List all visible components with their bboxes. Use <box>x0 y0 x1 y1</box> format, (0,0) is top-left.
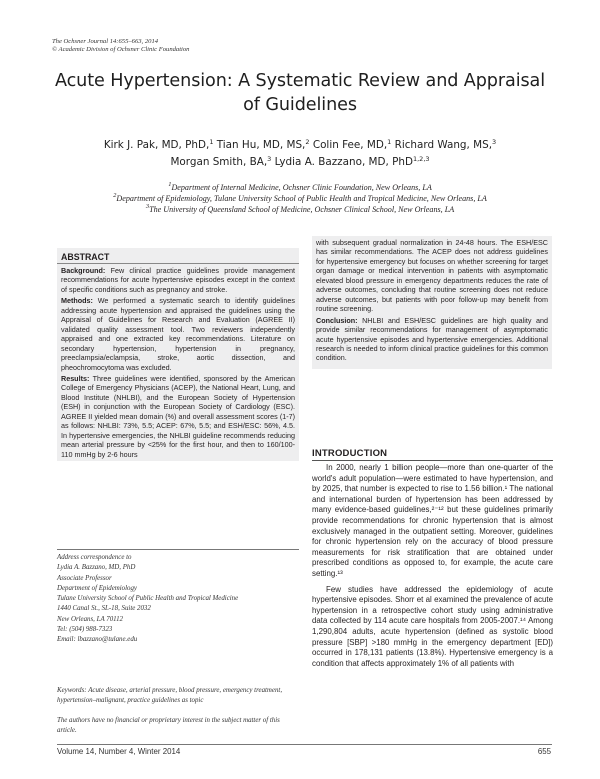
author-line-1 <box>40 137 560 154</box>
page-number: 655 <box>537 747 551 756</box>
author-name: Richard Wang, MS, <box>391 139 493 151</box>
abstract-text: Three guidelines were identified, sponsored by the American College of Emergency Physicians (ACEP), the National Heart, Lung, and Blood Institute (NHLBI), and the European Society of Hypertension (ESH) in conjunction with the European Society of Cardiology (ESC). AGREE II yielded mean domain (%) and overall assessment scores (1-7) as follows: NHLBI: 73%, 5.5; ACEP: 67%, 5.5; and ESH/ESC: 56%, 4.5. In hypertensive emergencies, the NHLBI guideline recommends reducing mean arterial pressure by <25% for the first hour, and then to 160/100-110 mmHg by 2-6 hours <box>61 373 295 459</box>
author-name: Tian Hu, MD, MS, <box>213 139 306 151</box>
affiliation-text: Department of Epidemiology, Tulane University School of Public Health and Tropical Medicine, New Orleans, LA <box>116 194 487 204</box>
correspondence-line: Address correspondence to <box>57 554 132 561</box>
journal-header <box>52 38 189 55</box>
affiliation-sup: 3 <box>145 203 150 211</box>
abstract-label: Results: <box>61 373 90 383</box>
abstract-results-continued: with subsequent gradual normalization in 24-48 hours. The ESH/ESC has similar recommendations. The ACEP does not address guidelines for hypertensive emergency but focuses on whether screening for target organ damage or medical intervention in patients with asymptomatic elevated blood pressure in emergency departments reduces the rate of adverse outcomes, concluding that routine screening does not reduce adverse outcomes, but patients with poor follow-up may benefit from routine screening. <box>316 238 548 314</box>
journal-citation: The Ochsner Journal 14:655–663, 2014 <box>52 38 159 45</box>
introduction-paragraph-2: Few studies have addressed the epidemiology of acute hypertensive episodes. Shorr et al examined the prevalence of acute hypertension in a retrospective cohort study using administrative data collected by 114 acute care hospitals from 2005-2007.¹⁴ Among 1,290,804 adults, acute hypertension (defined as systolic blood pressure [SBP] >180 mmHg in the emergency department [ED]) occurred in 178,131 patients (13.8%). Hypertensive emergency is a condition that affects approximately 1% of all patients with <box>312 584 553 668</box>
abstract-label: Methods: <box>61 296 93 306</box>
introduction-heading: INTRODUCTION <box>312 448 388 459</box>
correspondence-line: Tel: (504) 988-7323 <box>57 625 113 633</box>
footer-divider <box>57 744 552 745</box>
affiliation-2 <box>40 193 560 204</box>
footer-volume: Volume 14, Number 4, Winter 2014 <box>57 747 181 756</box>
article-title <box>40 69 560 117</box>
abstract-background <box>61 266 295 294</box>
correspondence-block <box>57 549 299 645</box>
author-affil-sup: 3 <box>492 138 497 146</box>
author-affil-sup: 1 <box>387 138 392 146</box>
keywords: Keywords: Acute disease, arterial pressure, blood pressure, emergency treatment, hypertension–malignant, practice guidelines as topic <box>57 687 283 705</box>
correspondence-line: 1440 Canal St., SL-18, Suite 2032 <box>57 605 151 613</box>
abstract-text: We performed a systematic search to identify guidelines addressing acute hypertension and appraised the guidelines using the Appraisal of Guidelines for Research and Evaluation (AGREE II) validated quality assessment tool. Two reviewers independently appraised and one extracted key recommendations. Literature on secondary hypertension, hypertension in pregnancy, preeclampsia/eclampsia, stroke, aortic dissection, and pheochromocytoma was excluded. <box>61 296 295 372</box>
journal-copyright: © Academic Division of Ochsner Clinic Foundation <box>52 46 190 54</box>
disclosure-statement: The authors have no financial or proprietary interest in the subject matter of this article. <box>57 717 280 735</box>
affiliation-text: The University of Queensland School of Medicine, Ochsner Clinical School, New Orleans, LA <box>149 205 455 215</box>
abstract-text: NHLBI and ESH/ESC guidelines are high quality and provide similar recommendations for management of asymptomatic acute hypertensive episodes and hypertensive emergencies. Additional research is needed to inform clinical practice guidelines for this common condition. <box>316 315 548 363</box>
section-divider <box>312 460 553 461</box>
introduction-body <box>312 463 553 669</box>
abstract-label: Conclusion: <box>316 315 358 325</box>
title-line-1: Acute Hypertension: A Systematic Review and Appraisal <box>54 71 546 91</box>
correspondence-line: New Orleans, LA 70112 <box>57 615 123 623</box>
affiliation-3 <box>40 204 560 215</box>
correspondence-line: Associate Professor <box>57 574 112 582</box>
abstract-heading: ABSTRACT <box>57 252 299 264</box>
author-affil-sup: 1,2,3 <box>412 155 430 163</box>
correspondence-line: Department of Epidemiology <box>57 584 137 592</box>
introduction-paragraph-1: In 2000, nearly 1 billion people—more than one-quarter of the world's adult population—were estimated to have hypertension, and by 2025, that number is expected to rise to 1.56 billion.¹ The national and international burden of hypertension has been addressed by many evidence-based guidelines,²⁻¹² but these guidelines primarily provide recommendations for chronic hypertension that is almost exclusively managed in the outpatient setting. Moreover, guidelines for chronic hypertension rely on the accuracy of blood pressure measurements for risk stratification that are obtained under prescribed conditions as opposed to, for example, the acute care setting.¹³ <box>312 463 553 578</box>
abstract-conclusion <box>316 316 548 363</box>
abstract-box-continued <box>312 236 552 369</box>
abstract-methods <box>61 296 295 372</box>
author-affil-sup: 3 <box>267 155 272 163</box>
abstract-box <box>57 248 299 461</box>
affiliation-sup: 1 <box>168 181 172 188</box>
affiliation-text: Department of Internal Medicine, Ochsner Clinic Foundation, New Orleans, LA <box>171 183 432 192</box>
author-affil-sup: 1 <box>209 138 214 146</box>
affiliation-sup: 2 <box>113 192 117 200</box>
affiliation-1 <box>40 182 560 193</box>
affiliations <box>40 182 560 216</box>
correspondence-line: Tulane University School of Public Health and Tropical Medicine <box>57 595 239 602</box>
abstract-text: Few clinical practice guidelines provide management recommendations for acute hypertensive episodes except in the context of specific conditions such as pregnancy and stroke. <box>61 266 295 294</box>
author-list <box>40 137 560 171</box>
title-line-2: of Guidelines <box>243 95 357 115</box>
abstract-label: Background: <box>61 266 106 275</box>
correspondence-email: Email: lbazzano@tulane.edu <box>57 636 138 643</box>
author-name: Colin Fee, MD, <box>309 139 388 151</box>
author-name: Lydia A. Bazzano, MD, PhD <box>271 156 413 168</box>
author-line-2 <box>40 154 560 171</box>
author-affil-sup: 2 <box>305 138 310 146</box>
correspondence-line: Lydia A. Bazzano, MD, PhD <box>57 564 136 572</box>
author-name: Kirk J. Pak, MD, PhD, <box>103 139 210 151</box>
abstract-results <box>61 374 295 459</box>
author-name: Morgan Smith, BA, <box>170 156 268 168</box>
